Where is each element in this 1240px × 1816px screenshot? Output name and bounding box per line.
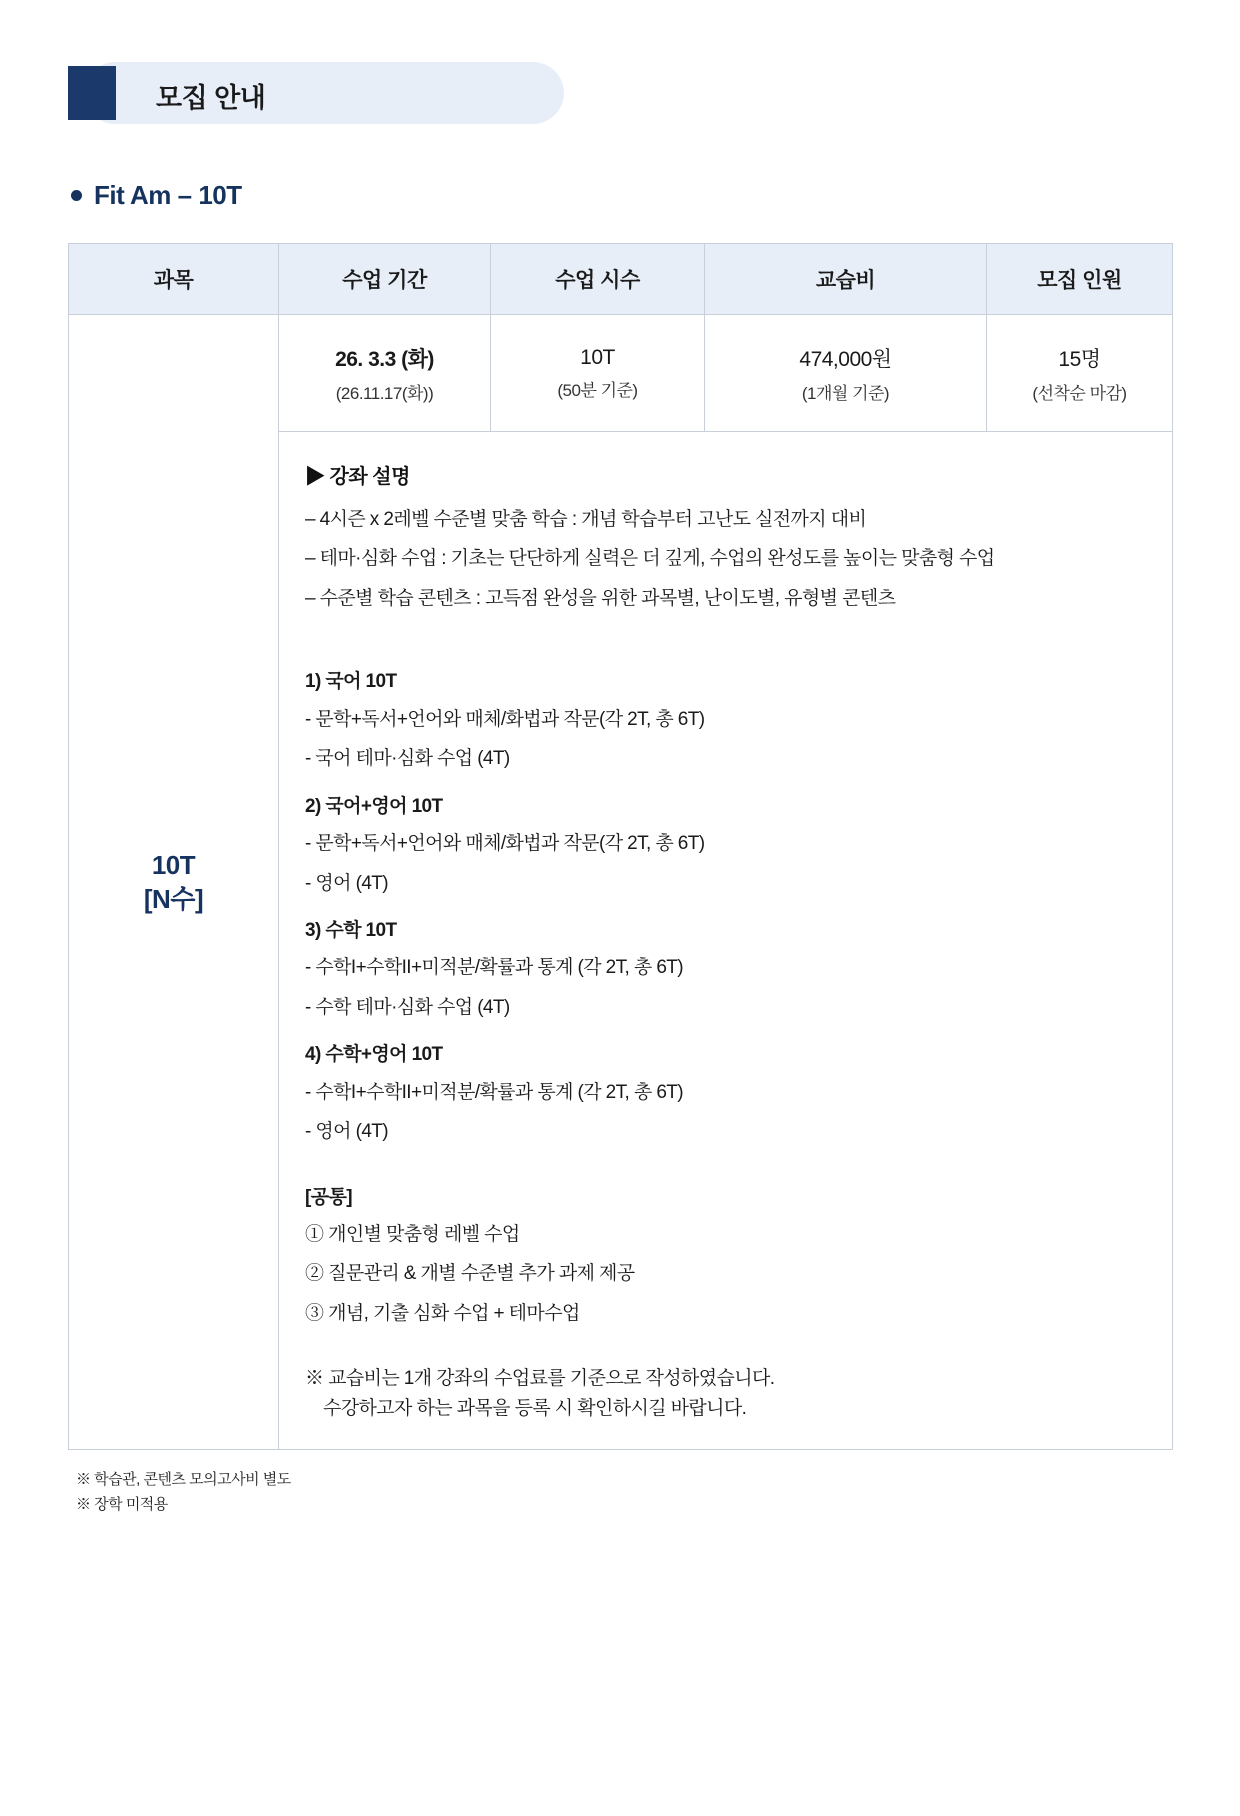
description-intro-1: – 4시즌 x 2레벨 수준별 맞춤 학습 : 개념 학습부터 고난도 실전까지 대비 bbox=[305, 509, 867, 530]
cell-quota bbox=[987, 315, 1173, 432]
course-title-3: 3) 수학 10T bbox=[305, 919, 397, 941]
bullet-icon bbox=[71, 190, 82, 201]
fee-note-line-2: 수강하고자 하는 과목을 등록 시 확인하시길 바랍니다. bbox=[323, 1397, 747, 1419]
column-header-subject: 과목 bbox=[69, 244, 279, 315]
spacer bbox=[305, 1338, 1146, 1364]
footnote-2: ※ 장학 미적용 bbox=[76, 1495, 168, 1513]
course-item-3-1: - 수학I+수학II+미적분/확률과 통계 (각 2T, 총 6T) bbox=[305, 957, 684, 979]
document-page bbox=[0, 62, 1240, 1816]
course-title-2: 2) 국어+영어 10T bbox=[305, 795, 443, 817]
subject-line-2: [N수] bbox=[143, 884, 204, 915]
course-item-1-2: - 국어 테마·심화 수업 (4T) bbox=[305, 748, 510, 770]
spacer bbox=[305, 1157, 1146, 1183]
column-header-hours: 수업 시수 bbox=[491, 244, 705, 315]
description-intro-2: – 테마·심화 수업 : 기초는 단단하게 실력은 더 깊게, 수업의 완성도를 높이는 맞춤형 수업 bbox=[305, 548, 995, 570]
section-heading bbox=[68, 180, 1172, 211]
cell-fee bbox=[705, 315, 987, 432]
cell-subject bbox=[69, 315, 279, 1450]
quota-main: 15명 bbox=[1058, 347, 1101, 371]
column-header-fee: 교습비 bbox=[705, 244, 987, 315]
cell-hours bbox=[491, 315, 705, 432]
common-item-2: ② 질문관리 & 개별 수준별 추가 과제 제공 bbox=[305, 1263, 635, 1285]
common-item-1: ① 개인별 맞춤형 레벨 수업 bbox=[305, 1224, 520, 1245]
course-item-3-2: - 수학 테마·심화 수업 (4T) bbox=[305, 996, 510, 1018]
table-row bbox=[69, 315, 1173, 432]
page-header bbox=[68, 62, 1172, 124]
course-item-2-1: - 문학+독서+언어와 매체/화법과 작문(각 2T, 총 6T) bbox=[305, 833, 705, 855]
fee-main: 474,000원 bbox=[799, 347, 892, 371]
header-accent-square bbox=[68, 66, 116, 120]
column-header-period: 수업 기간 bbox=[279, 244, 491, 315]
description-intro-3: – 수준별 학습 콘텐츠 : 고득점 완성을 위한 과목별, 난이도별, 유형별 콘텐츠 bbox=[305, 587, 896, 609]
period-sub: (26.11.17(화)) bbox=[335, 383, 434, 403]
spacer bbox=[305, 623, 1146, 649]
common-section-title: [공통] bbox=[305, 1186, 352, 1208]
section-heading-label: Fit Am – 10T bbox=[94, 180, 242, 210]
subject-line-1: 10T bbox=[151, 849, 196, 880]
page-title: 모집 안내 bbox=[156, 83, 266, 113]
course-item-1-1: - 문학+독서+언어와 매체/화법과 작문(각 2T, 총 6T) bbox=[305, 708, 705, 730]
hours-sub: (50분 기준) bbox=[557, 380, 638, 400]
fee-note-line-1: ※ 교습비는 1개 강좌의 수업료를 기준으로 작성하였습니다. bbox=[305, 1368, 775, 1390]
course-title-4: 4) 수학+영어 10T bbox=[305, 1044, 443, 1066]
footnotes bbox=[68, 1468, 1172, 1518]
footnote-1: ※ 학습관, 콘텐츠 모의고사비 별도 bbox=[76, 1471, 291, 1489]
hours-main: 10T bbox=[580, 345, 615, 369]
cell-period bbox=[279, 315, 491, 432]
course-table bbox=[68, 243, 1173, 1450]
course-title-1: 1) 국어 10T bbox=[305, 671, 397, 693]
table-header-row bbox=[69, 244, 1173, 315]
fee-sub: (1개월 기준) bbox=[801, 383, 890, 403]
description-heading: ▶ 강좌 설명 bbox=[305, 466, 410, 488]
quota-sub: (선착순 마감) bbox=[1032, 383, 1127, 403]
cell-course-description bbox=[279, 432, 1173, 1450]
column-header-quota: 모집 인원 bbox=[987, 244, 1173, 315]
period-main: 26. 3.3 (화) bbox=[335, 347, 434, 371]
common-item-3: ③ 개념, 기출 심화 수업 + 테마수업 bbox=[305, 1302, 580, 1324]
course-item-4-1: - 수학I+수학II+미적분/확률과 통계 (각 2T, 총 6T) bbox=[305, 1081, 684, 1103]
course-item-4-2: - 영어 (4T) bbox=[305, 1121, 389, 1143]
course-item-2-2: - 영어 (4T) bbox=[305, 872, 389, 894]
